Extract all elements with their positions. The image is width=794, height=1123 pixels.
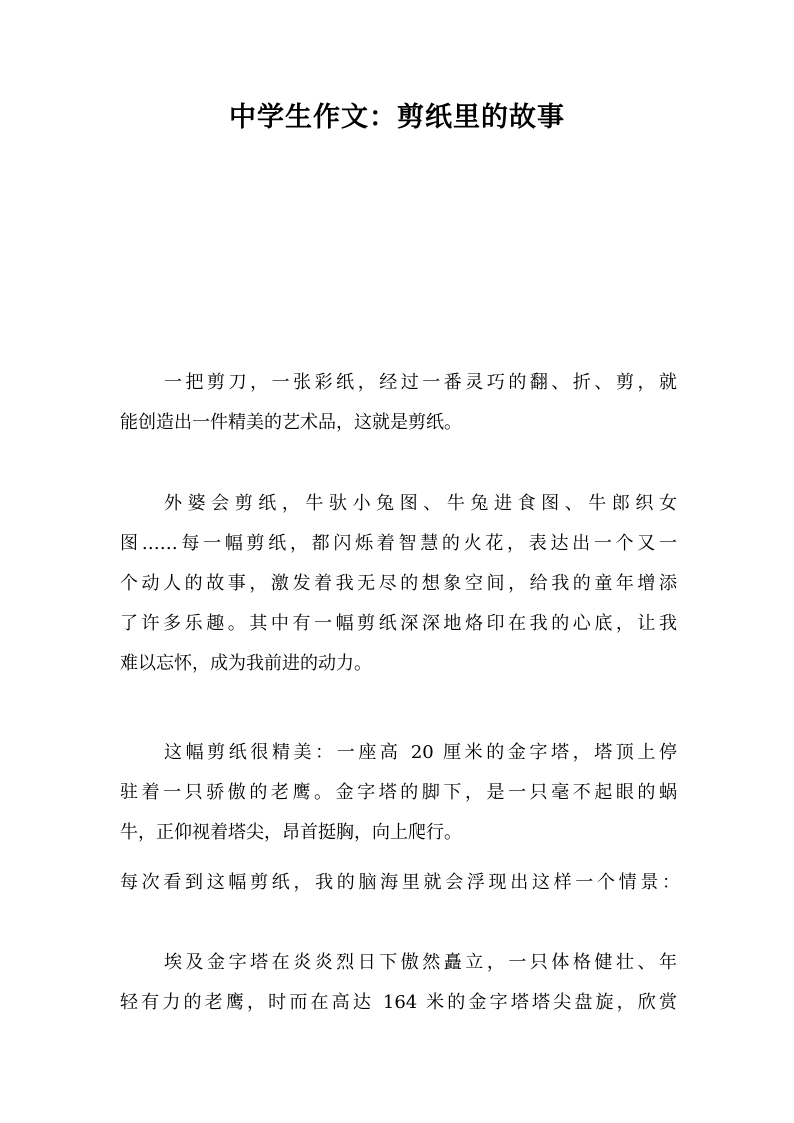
paragraph-line: 外婆会剪纸，牛驮小兔图、牛兔进食图、牛郎织女 <box>164 493 677 514</box>
paragraph-line: 一把剪刀，一张彩纸，经过一番灵巧的翻、折、剪，就 <box>164 372 677 393</box>
paragraph-line: 难以忘怀，成为我前进的动力。 <box>120 653 372 674</box>
paragraph-line: 个动人的故事，激发着我无尽的想象空间，给我的童年增添 <box>120 573 677 594</box>
paragraph-1 <box>120 363 677 443</box>
paragraph-line: 每次看到这幅剪纸，我的脑海里就会浮现出这样一个情景： <box>120 872 680 893</box>
paragraph-line: 图……每一幅剪纸，都闪烁着智慧的火花，表达出一个又一 <box>120 533 677 554</box>
paragraph-line: 轻有力的老鹰，时而在高达 164 米的金字塔塔尖盘旋，欣赏 <box>120 992 677 1013</box>
paragraph-line: 能创造出一件精美的艺术品，这就是剪纸。 <box>120 412 462 433</box>
paragraph-line: 牛，正仰视着塔尖，昂首挺胸，向上爬行。 <box>120 822 462 843</box>
paragraph-2 <box>120 484 677 684</box>
paragraph-3 <box>120 733 677 853</box>
paragraph-4 <box>120 863 680 903</box>
paragraph-line: 了许多乐趣。其中有一幅剪纸深深地烙印在我的心底，让我 <box>120 613 677 634</box>
paragraph-line: 这幅剪纸很精美：一座高 20 厘米的金字塔，塔顶上停 <box>164 742 677 763</box>
document-title: 中学生作文：剪纸里的故事 <box>229 102 565 133</box>
paragraph-line: 驻着一只骄傲的老鹰。金字塔的脚下，是一只毫不起眼的蜗 <box>120 782 677 803</box>
paragraph-line: 埃及金字塔在炎炎烈日下傲然矗立，一只体格健壮、年 <box>164 952 677 973</box>
paragraph-5 <box>120 943 677 1023</box>
